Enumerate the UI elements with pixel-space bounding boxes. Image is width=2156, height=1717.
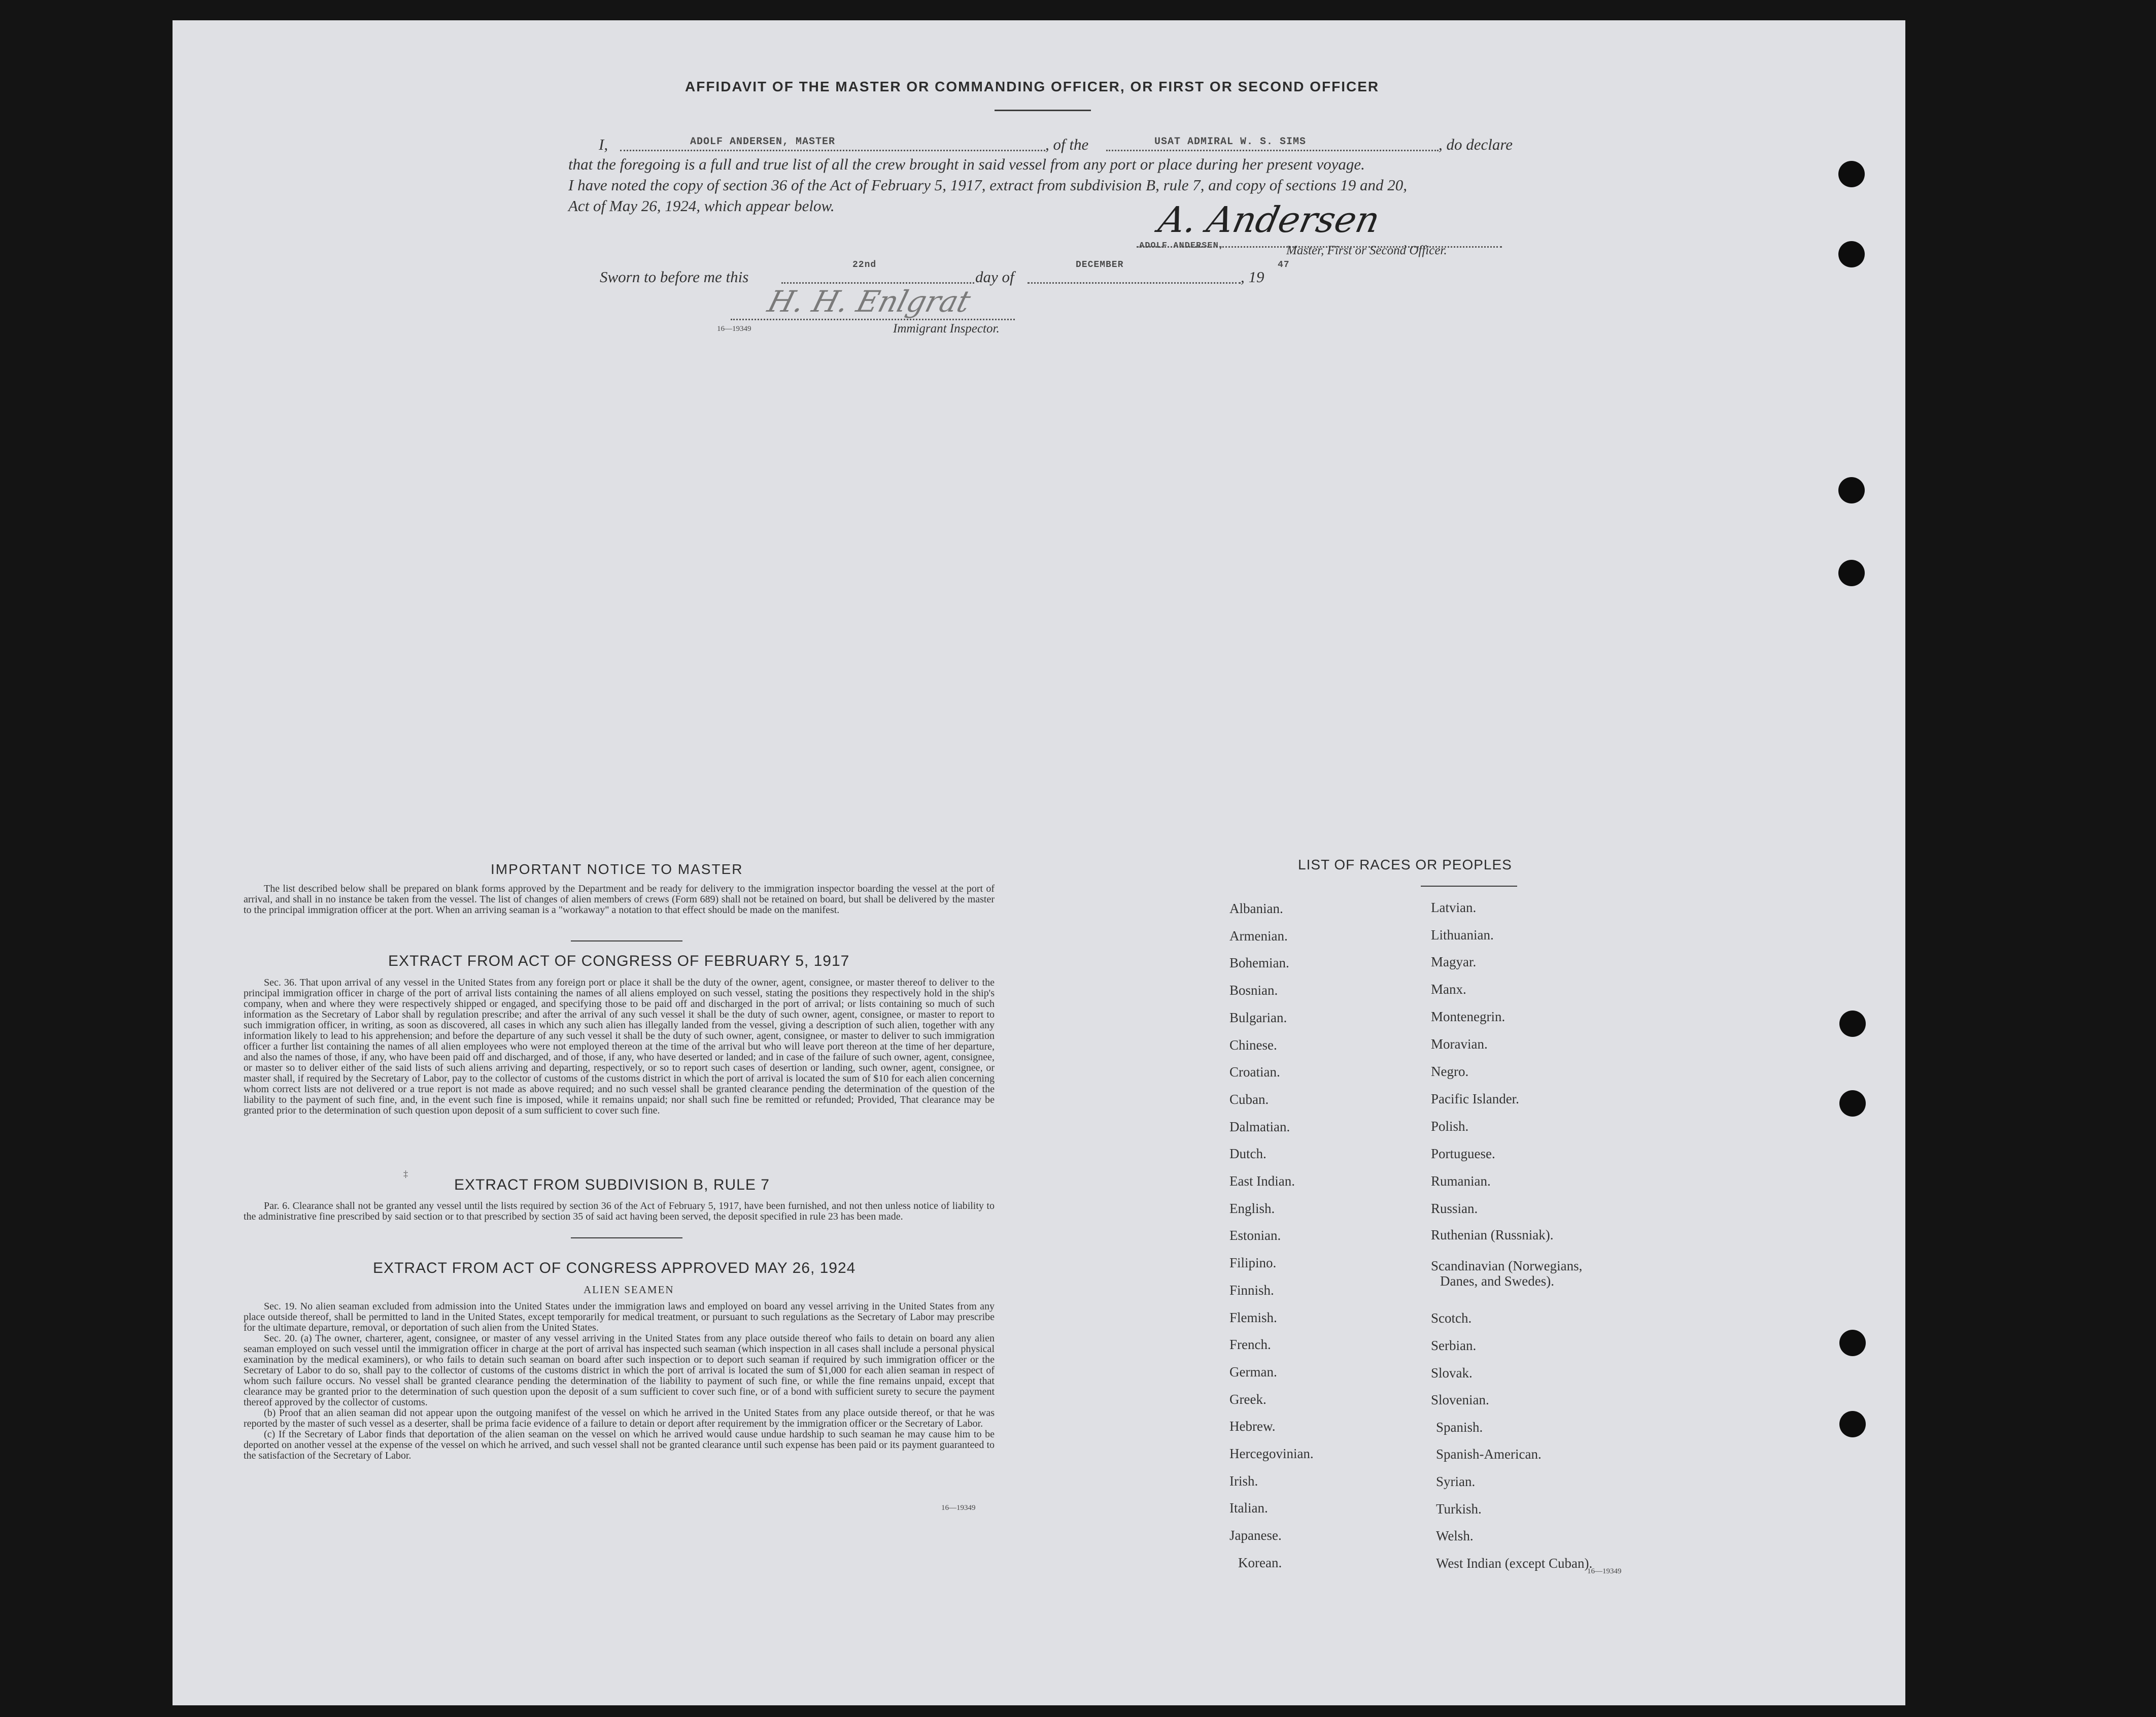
race-entry: Armenian. [1229, 928, 1288, 944]
inspector-line [731, 319, 1015, 320]
signer-role: Master, First or Second Officer. [1286, 244, 1447, 257]
race-entry: Scotch. [1431, 1310, 1472, 1326]
declaration-line-3: I have noted the copy of section 36 of the Act of February 5, 1917, extract from subdivision B, rule 7, and copy of sections 19 and 20, [568, 176, 1408, 194]
races-form-number: 16—19349 [1587, 1567, 1622, 1575]
race-entry: Bulgarian. [1229, 1009, 1287, 1025]
vessel-name: USAT ADMIRAL W. S. SIMS [1154, 136, 1307, 148]
race-entry: Estonian. [1229, 1228, 1281, 1243]
race-entry: West Indian (except Cuban). [1436, 1556, 1593, 1571]
race-entry: Dalmatian. [1229, 1119, 1290, 1134]
race-entry: Bohemian. [1229, 955, 1289, 971]
rule-7-text [244, 1201, 995, 1222]
race-entry: Negro. [1431, 1064, 1469, 1079]
day-of-label: day of [975, 268, 1014, 286]
race-entry: Pacific Islander. [1431, 1091, 1519, 1106]
race-entry: Cuban. [1229, 1091, 1269, 1107]
title-rule [995, 110, 1091, 111]
race-entry: Korean. [1238, 1555, 1282, 1570]
race-entry: Montenegrin. [1431, 1009, 1505, 1024]
race-entry: Turkish. [1436, 1501, 1482, 1517]
race-entry: Syrian. [1436, 1474, 1476, 1489]
punch-hole [1839, 1011, 1866, 1037]
race-entry: Italian. [1229, 1500, 1268, 1516]
race-entry: Magyar. [1431, 954, 1477, 969]
extract-1924-text [244, 1301, 995, 1461]
punch-hole [1838, 560, 1865, 586]
race-entry: Welsh. [1436, 1528, 1474, 1543]
punch-hole [1839, 1411, 1866, 1437]
sec-36-paragraph: Sec. 36. That upon arrival of any vessel in the United States from any foreign port or place it shall be the duty of the owner, agent, consignee, or master thereof to deliver to the principal immigration officer in charge of the port of arrival lists containing the names of all aliens employed on such vessel, stating the positions they respectively hold in the ship's company, when and where they were respectively shipped or engaged, and specifying those to be paid off and discharged in the port of arrival; or lists containing so much of such information as the Secretary of Labor shall by regulation prescribe; and after the arrival of any such vessel it shall be the duty of such owner, agent, consignee, or master to report to such immigration officer, in writing, as soon as discovered, all cases in which any such alien has illegally landed from the vessel, giving a description of such alien, together with any information likely to lead to his apprehension; and before the departure of any such vessel it shall be the duty of such owner, agent, consignee, or master to deliver to such immigration officer a further list containing the names of all alien employees who were not employed thereon at the time of the arrival but who will leave port thereon at the time of her departure, and also the names of those, if any, who have been paid off and discharged, and of those, if any, who have deserted or landed; and in case of the failure of such owner, agent, consignee, or master so to deliver either of the said lists of such aliens arriving and departing, respectively, or so to report such cases of desertion or landing, such owner, agent, consignee, or master shall, if required by the Secretary of Labor, pay to the collector of customs of the customs district in which the port of arrival is located the sum of $10 for each alien concerning whom correct lists are not delivered or a true report is not made as above required; and no such vessel shall be granted clearance pending the determination of the question of the liability to the payment of such fine, and, in the event such fine is imposed, while it remains unpaid; nor shall such fine be remitted or refunded; Provided, That clearance may be granted prior to the determination of such question upon deposit of a sum sufficient to cover such fine. [244, 977, 995, 1116]
race-entry: Finnish. [1229, 1282, 1274, 1298]
notice-paragraph: The list described below shall be prepared on blank forms approved by the Department and be ready for delivery to the immigration inspector boarding the vessel at the port of arrival, and shall in no instance be taken from the vessel. The list of changes of alien members of crews (Form 689) shall not be retained on board, but shall be delivered by the master to the principal immigration officer at the port. When an arriving seaman is a "workaway" a notation to that effect should be made on the manifest. [244, 883, 995, 916]
race-entry: Polish. [1431, 1119, 1469, 1134]
month-line [1028, 282, 1241, 284]
extract-1917-text [244, 978, 995, 1116]
race-entry: Croatian. [1229, 1064, 1280, 1080]
affidavit-title: AFFIDAVIT OF THE MASTER OR COMMANDING OFFICER, OR FIRST OR SECOND OFFICER [685, 79, 1380, 94]
master-signature: A. Andersen [1155, 199, 1384, 241]
inspector-signature: H. H. Enlgrat [764, 284, 975, 319]
race-entry: Danes, and Swedes). [1440, 1273, 1554, 1289]
race-entry: Greek. [1229, 1391, 1267, 1407]
race-entry: Bosnian. [1229, 983, 1278, 998]
sworn-day: 22nd [852, 260, 877, 270]
master-name-line [620, 150, 1045, 151]
sec-20b-paragraph: (b) Proof that an alien seaman did not appear upon the outgoing manifest of the vessel on which he arrived in the United States from any place outside thereof, or that he was reported by the master of such vessel as a deserter, shall be prima facie evidence of a failure to detain or deport after requirement by the immigration officer or the Secretary of Labor. [244, 1407, 995, 1429]
race-entry: Chinese. [1229, 1037, 1277, 1053]
race-entry: Serbian. [1431, 1338, 1477, 1353]
race-entry: Spanish-American. [1436, 1446, 1542, 1462]
par-6-paragraph: Par. 6. Clearance shall not be granted any vessel until the lists required by section 36 of the Act of February 5, 1917, have been furnished, and not then unless notice of liability to the administrative fine prescribed by said section or to that prescribed by section 35 of said act having been served, the deposit specified in rule 23 has been made. [244, 1200, 995, 1222]
declaration-line-4: Act of May 26, 1924, which appear below. [568, 197, 835, 215]
signer-name: ADOLF ANDERSEN, [1139, 241, 1225, 251]
races-title: LIST OF RACES OR PEOPLES [1298, 857, 1512, 872]
race-entry: Moravian. [1431, 1036, 1488, 1052]
race-entry: Filipino. [1229, 1255, 1277, 1271]
punch-hole [1838, 241, 1865, 267]
rule-7-title: EXTRACT FROM SUBDIVISION B, RULE 7 [454, 1176, 770, 1193]
punch-hole [1838, 477, 1865, 503]
race-entry: French. [1229, 1337, 1271, 1353]
year-prefix: , 19 [1241, 268, 1264, 286]
sworn-month: DECEMBER [1076, 260, 1124, 270]
form-number: 16—19349 [717, 325, 751, 333]
race-entry: Flemish. [1229, 1309, 1277, 1325]
race-entry: Russian. [1431, 1201, 1478, 1216]
extract-form-number: 16—19349 [941, 1504, 976, 1512]
notice-rule [571, 940, 682, 941]
race-entry: Ruthenian (Russniak). [1431, 1227, 1554, 1242]
race-entry: Irish. [1229, 1473, 1258, 1489]
notice-title: IMPORTANT NOTICE TO MASTER [491, 861, 743, 877]
punch-hole [1839, 1330, 1866, 1356]
alien-seamen-subtitle: ALIEN SEAMEN [584, 1284, 674, 1296]
race-entry: German. [1229, 1364, 1277, 1379]
of-the-label: , of the [1045, 136, 1089, 153]
race-entry: East Indian. [1229, 1173, 1295, 1189]
extract-1917-title: EXTRACT FROM ACT OF CONGRESS OF FEBRUARY 5, 1917 [388, 953, 850, 969]
race-entry: Latvian. [1431, 900, 1477, 915]
race-entry: Hebrew. [1229, 1419, 1276, 1434]
dagger-mark: ‡ [403, 1169, 408, 1179]
do-declare-label: , do declare [1439, 136, 1513, 153]
race-entry: Slovenian. [1431, 1392, 1489, 1407]
inspector-role: Immigrant Inspector. [893, 322, 1000, 335]
race-entry: Manx. [1431, 982, 1466, 997]
race-entry: English. [1229, 1200, 1275, 1216]
day-line [781, 282, 974, 284]
race-entry: Albanian. [1229, 901, 1283, 916]
extract-1924-title: EXTRACT FROM ACT OF CONGRESS APPROVED MAY 26, 1924 [373, 1260, 856, 1276]
sec-20c-paragraph: (c) If the Secretary of Labor finds that deportation of the alien seaman on the vessel on which he arrived would cause undue hardship to such seaman he may cause him to be deported on another vessel at the expense of the vessel on which he arrived, and such vessel shall not be granted clearance until such expense has been paid or its payment guaranteed to the satisfaction of the Secretary of Labor. [244, 1429, 995, 1461]
punch-hole [1838, 161, 1865, 187]
declaration-line-2: that the foregoing is a full and true list of all the crew brought in said vessel from any port or place during her present voyage. [568, 155, 1365, 173]
vessel-name-line [1106, 150, 1439, 151]
declaration-i: I, [599, 136, 608, 153]
race-entry: Portuguese. [1431, 1146, 1495, 1161]
punch-hole [1839, 1090, 1866, 1117]
rule-7-rule [571, 1237, 682, 1238]
races-rule [1421, 886, 1517, 887]
sec-19-paragraph: Sec. 19. No alien seaman excluded from admission into the United States under the immigration laws and employed on board any vessel arriving in the United States from any place outside thereof, shall be permitted to land in the United States, except temporarily for medical treatment, or pursuant to such regulations as the Secretary of Labor may prescribe for the ultimate departure, removal, or deportation of such alien from the United States. [244, 1301, 995, 1333]
master-name: ADOLF ANDERSEN, MASTER [690, 136, 836, 148]
sworn-label: Sworn to before me this [600, 268, 749, 286]
race-entry: Scandinavian (Norwegians, [1431, 1258, 1583, 1273]
notice-text [244, 884, 995, 916]
race-entry: Slovak. [1431, 1365, 1473, 1381]
race-entry: Lithuanian. [1431, 927, 1494, 942]
sec-20a-paragraph: Sec. 20. (a) The owner, charterer, agent, consignee, or master of any vessel arriving in the United States from any place outside thereof who fails to detain on board any alien seaman employed on such vessel until the immigration officer in charge at the port of arrival has inspected such seaman (which inspection in all cases shall include a personal physical examination by the medical examiners), or who fails to detain such seaman on board after such inspection or to deport such seaman if required by such immigration officer or the Secretary of Labor to do so, shall pay to the collector of customs of the customs district in which the port of arrival is located the sum of $1,000 for each alien seaman in respect of whom such failure occurs. No vessel shall be granted clearance pending the determination of the liability to payment of such fine, or while the fine remains unpaid, except that clearance may be granted prior to the determination of such question upon the deposit of a sum sufficient to cover such fine, or of a bond with sufficient surety to secure the payment thereof approved by the collector of customs. [244, 1333, 995, 1408]
race-entry: Rumanian. [1431, 1173, 1491, 1189]
race-entry: Dutch. [1229, 1146, 1267, 1162]
sworn-year: 47 [1278, 260, 1290, 270]
race-entry: Japanese. [1229, 1528, 1282, 1543]
race-entry: Hercegovinian. [1229, 1446, 1314, 1461]
race-entry: Spanish. [1436, 1420, 1483, 1435]
